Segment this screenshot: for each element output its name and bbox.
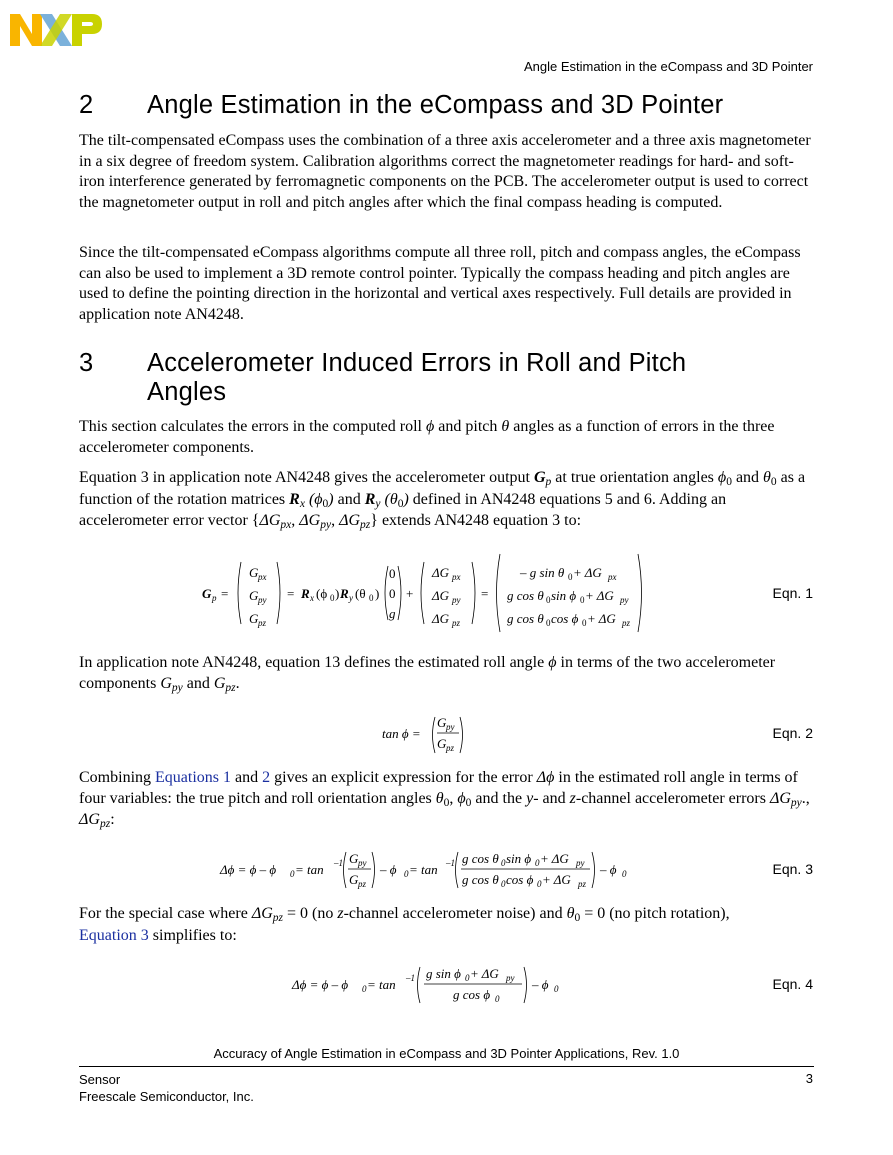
svg-text:py: py [620,595,629,605]
section-title: Accelerometer Induced Errors in Roll and Pitch Angles [147,349,687,406]
svg-text:–1: –1 [446,858,455,868]
svg-text:0: 0 [369,593,374,603]
section-number: 3 [79,349,94,377]
svg-text:g: g [389,606,396,621]
svg-text:0: 0 [580,595,585,605]
svg-text:= tan: = tan [295,862,324,877]
svg-text:py: py [506,973,515,983]
nxp-logo [10,12,102,46]
section-3-heading [79,349,819,407]
equation-2-link[interactable]: 2 [262,769,271,786]
equation-1 [195,550,655,636]
svg-text:0: 0 [546,595,551,605]
svg-text:G: G [349,851,359,866]
svg-text:+ ΔG: + ΔG [470,966,499,981]
equation-3-link[interactable]: Equation 3 [79,926,149,944]
section-3-paragraph-2: Equation 3 in application note AN4248 gives the accelerometer output Gp at true orientation angles ϕ0 and θ0 as a function of the rotation matrices Rx (ϕ0) and Ry (θ0) defined in AN4248 equations 5 and 6. Adding an accelerometer error vector {ΔGpx, ΔGpy, ΔGpz} extends AN4248 equation 3 to: [79,469,806,531]
svg-text:0: 0 [568,572,573,582]
svg-text:ΔG: ΔG [432,588,450,603]
equation-2-label: Eqn. 2 [772,725,813,741]
svg-text:Δϕ = ϕ – ϕ: Δϕ = ϕ – ϕ [292,977,349,992]
footer-category: Sensor [79,1072,121,1087]
svg-text:– ϕ: – ϕ [380,862,397,877]
svg-text:= tan: = tan [409,862,438,877]
svg-text:py: py [452,595,461,605]
equations-1-link[interactable]: Equations 1 [155,769,232,786]
svg-text:py: py [446,722,455,732]
svg-text:–1: –1 [334,858,343,868]
equation-3-label: Eqn. 3 [772,861,813,877]
section-3-paragraph-4: Combining Equations 1 and 2 gives an explicit expression for the error Δϕ in the estimated roll angle in terms of four variables: the true pitch and roll orientation angles θ0, ϕ0 and the y- and z-channel accelerometer errors ΔGpy., ΔGpz: [79,769,810,830]
svg-text:g cos θ: g cos θ [507,611,544,626]
svg-text:g cos ϕ: g cos ϕ [453,987,491,1002]
svg-text:=: = [481,586,489,601]
section-3-paragraph-1: This section calculates the errors in the computed roll ϕ and pitch θ angles as a function of errors in the three accelerometer components. [79,418,775,456]
svg-text:y: y [349,593,353,603]
svg-text:ΔG: ΔG [432,611,450,626]
svg-text:sin ϕ: sin ϕ [551,588,577,603]
section-title: Angle Estimation in the eCompass and 3D Pointer [147,91,724,119]
svg-text:0: 0 [501,858,506,868]
svg-text:– ϕ: – ϕ [532,977,549,992]
svg-text:p: p [212,593,217,603]
svg-text:py: py [576,858,585,868]
svg-text:– ϕ: – ϕ [600,862,617,877]
svg-text:+ ΔG: + ΔG [587,611,616,626]
svg-text:g cos θ: g cos θ [462,872,499,887]
svg-text:0: 0 [546,618,551,628]
svg-text:G: G [437,736,447,751]
svg-text:G: G [249,565,259,580]
svg-text:px: px [452,572,461,582]
svg-text:g sin ϕ: g sin ϕ [426,966,461,981]
footer-title: Accuracy of Angle Estimation in eCompass and 3D Pointer Applications, Rev. 1.0 [213,1046,680,1061]
svg-text:+ ΔG: + ΔG [540,851,569,866]
svg-text:R: R [340,586,349,601]
svg-text:+ ΔG: + ΔG [573,565,602,580]
svg-text:0: 0 [389,566,396,581]
svg-text:pz: pz [452,618,461,628]
svg-text:): ) [335,586,340,601]
svg-text:0: 0 [554,984,559,994]
svg-text:+ ΔG: + ΔG [542,872,571,887]
svg-text:cos ϕ: cos ϕ [551,611,579,626]
svg-text:tan ϕ =: tan ϕ = [382,726,421,741]
svg-text:0: 0 [501,879,506,889]
svg-text:py: py [358,858,367,868]
svg-text:pz: pz [358,879,367,889]
svg-text:=: = [287,586,295,601]
svg-text:py: py [258,595,267,605]
svg-text:0: 0 [582,618,587,628]
svg-text:+ ΔG: + ΔG [585,588,614,603]
equation-2 [380,713,480,757]
section-2-heading [79,91,819,120]
svg-text:px: px [258,572,267,582]
footer-left [79,1071,254,1105]
svg-text:–1: –1 [406,973,415,983]
svg-text:0: 0 [465,973,470,983]
svg-text:G: G [437,715,447,730]
svg-text:0: 0 [290,869,295,879]
running-header: Angle Estimation in the eCompass and 3D Pointer [523,59,813,74]
footer-divider [79,1066,814,1067]
svg-text:px: px [608,572,617,582]
section-number: 2 [79,91,94,119]
svg-text:): ) [375,586,380,601]
svg-text:(θ: (θ [355,586,366,601]
svg-text:=: = [221,586,229,601]
svg-text:0: 0 [622,869,627,879]
section-2-paragraph-1: The tilt-compensated eCompass uses the combination of a three axis accelerometer and a three axis magnetometer in a six degree of freedom system. Calibration algorithms correct the magnetometer readings for hard- and soft-iron interference generated by ferromagnetic components on the PCB. The accelerometer output is used to correct the magnetometer output in roll and pitch angles after which the final compass heading is computed. [79,132,811,211]
page-number: 3 [805,1071,813,1086]
svg-text:0: 0 [535,858,540,868]
svg-text:(ϕ: (ϕ [316,586,328,601]
svg-text:ΔG: ΔG [432,565,450,580]
footer-company: Freescale Semiconductor, Inc. [79,1089,254,1104]
svg-text:G: G [202,586,212,601]
svg-text:x: x [310,593,314,603]
svg-text:+: + [406,586,414,601]
svg-text:– g sin θ: – g sin θ [520,565,565,580]
section-3-paragraph-3: In application note AN4248, equation 13 defines the estimated roll angle ϕ in terms of the two accelerometer components Gpy and Gpz. [79,654,776,694]
svg-text:G: G [249,588,259,603]
svg-text:pz: pz [446,743,455,753]
svg-text:cos ϕ: cos ϕ [506,872,534,887]
svg-text:Δϕ = ϕ – ϕ: Δϕ = ϕ – ϕ [220,862,277,877]
svg-text:0: 0 [404,869,409,879]
svg-text:0: 0 [330,593,335,603]
section-2-paragraph-2: Since the tilt-compensated eCompass algorithms compute all three roll, pitch and compass angles, the eCompass can also be used to implement a 3D remote control pointer. Typically the compass heading and pitch angles are used to define the pointing direction in the horizontal and vertical axes respectively. Full details are provided in application note AN4248. [79,244,801,323]
equation-3 [218,848,638,892]
svg-text:pz: pz [622,618,631,628]
svg-text:0: 0 [389,586,396,601]
svg-text:G: G [349,872,359,887]
svg-text:0: 0 [537,879,542,889]
svg-text:g cos θ: g cos θ [507,588,544,603]
equation-1-label: Eqn. 1 [772,585,813,601]
svg-text:pz: pz [258,618,267,628]
svg-text:g cos θ: g cos θ [462,851,499,866]
equation-4 [290,963,570,1007]
svg-text:sin ϕ: sin ϕ [506,851,532,866]
svg-text:0: 0 [362,984,367,994]
section-3-paragraph-5: For the special case where ΔGpz = 0 (no z-channel accelerometer noise) and θ0 = 0 (no pitch rotation), Equation 3 simplifies to: [79,905,730,944]
svg-text:G: G [249,611,259,626]
svg-text:pz: pz [578,879,587,889]
equation-4-label: Eqn. 4 [772,976,813,992]
svg-text:0: 0 [495,994,500,1004]
svg-text:= tan: = tan [367,977,396,992]
svg-text:R: R [301,586,310,601]
